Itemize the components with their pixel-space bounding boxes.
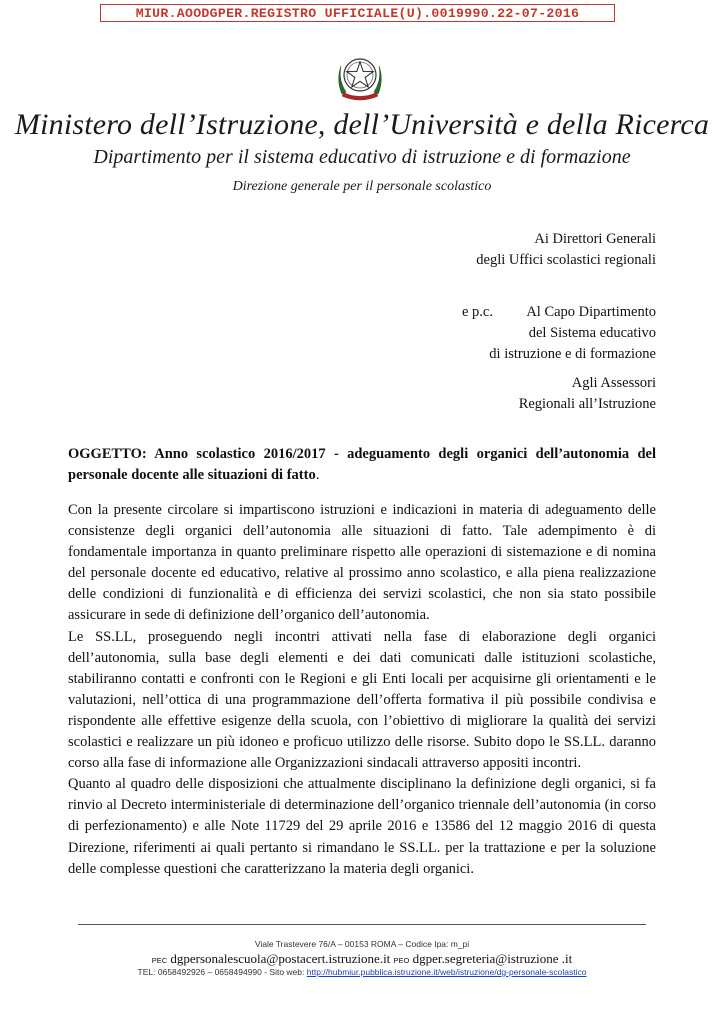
department-title: Dipartimento per il sistema educativo di istruzione e di formazione xyxy=(93,146,631,168)
cc-prefix: e p.c. xyxy=(462,304,493,320)
cc-line-1: Al Capo Dipartimento xyxy=(526,304,656,320)
body-paragraph-3: Quanto al quadro delle disposizioni che attualmente disciplinano la definizione degli organici, si fa rinvio al Decreto interministeriale di determinazione dell’organico triennale dell’autonomia (in corso di perfezionamento) e alle Note 11729 del 29 aprile 2016 e 13586 del 12 maggio 2016 di questa Direzione, riferimenti ai quali pertanto si rimandano le SS.LL. per la trattazione e per la soluzione delle complesse questioni che caratterizzano la materia degli organici. xyxy=(68,776,656,877)
footer-contacts xyxy=(0,967,724,977)
directorate-title: Direzione generale per il personale scolastico xyxy=(232,179,492,194)
pec-label: PEC xyxy=(151,956,168,965)
footer-tel: TEL: 0658492926 – 0658494990 - Sito web: xyxy=(137,967,305,977)
assessori-line-1: Agli Assessori xyxy=(571,375,656,391)
body-paragraph-1: Con la presente circolare si impartiscono istruzioni e indicazioni in materia di adeguamento delle consistenze degli organici dell’autonomia alle situazioni di fatto. Tale adempimento è di fondamentale importanza in quanto preliminare rispetto alle operazioni di sistemazione e di nomina del personale docente ed educativo, relative al prossimo anno scolastico, e alla piena realizzazione delle condizioni di funzionalità e di efficienza dei servizi scolastici, che non sia stato possibile assicurare in sede di definizione dell’organico dell’autonomia. xyxy=(68,502,656,624)
assessori-block xyxy=(519,373,656,415)
addressee-line-2: degli Uffici scolastici regionali xyxy=(476,252,656,268)
peo-label: PEO xyxy=(393,956,410,965)
subject-text: OGGETTO: Anno scolastico 2016/2017 - adeguamento degli organici dell’autonomia del personale docente alle situazioni di fatto xyxy=(68,446,656,483)
subject-line xyxy=(68,444,656,486)
pec-email[interactable]: dgpersonalescuola@postacert.istruzione.it xyxy=(170,951,391,966)
footer-divider xyxy=(78,924,646,925)
cc-block xyxy=(462,302,656,365)
website-link[interactable]: http://hubmiur.pubblica.istruzione.it/web/istruzione/dg-personale-scolastico xyxy=(306,967,587,977)
cc-line-2: del Sistema educativo xyxy=(528,325,656,341)
body-paragraph-2: Le SS.LL, proseguendo negli incontri attivati nella fase di elaborazione degli organici dell’autonomia, sulla base degli elementi e dei dati comunicati dalle istituzioni scolastiche, stabiliranno contatti e confronti con le Regioni e gli Enti locali per acquisirne gli orientamenti e le valutazioni, nell’ottica di una programmazione dell’offerta formativa il più possibile condivisa e rispondente alle effettive esigenze della scuola, con l’obiettivo di migliorare la qualità dei servizi scolastici e realizzare un più idoneo e proficuo utilizzo delle risorse. Subito dopo le SS.LL. daranno corso alla fase di informazione alle Organizzazioni sindacali attraverso appositi incontri. xyxy=(68,628,656,772)
assessori-line-2: Regionali all’Istruzione xyxy=(518,396,656,412)
ministry-title: Ministero dell’Istruzione, dell’Università e della Ricerca xyxy=(14,108,710,141)
protocol-stamp: MIUR.AOODGPER.REGISTRO UFFICIALE(U).0019990.22-07-2016 xyxy=(100,4,615,22)
subject-end: . xyxy=(315,467,320,483)
addressee-line-1: Ai Direttori Generali xyxy=(534,231,656,247)
peo-email[interactable]: dgper.segreteria@istruzione .it xyxy=(412,951,573,966)
italian-republic-emblem-icon xyxy=(334,50,386,104)
addressee-block xyxy=(476,229,656,271)
cc-line-3: di istruzione e di formazione xyxy=(489,346,656,362)
letter-body xyxy=(68,500,656,880)
footer-emails xyxy=(0,951,724,967)
footer-address: Viale Trastevere 76/A – 00153 ROMA – Codice Ipa: m_pi xyxy=(254,939,470,949)
